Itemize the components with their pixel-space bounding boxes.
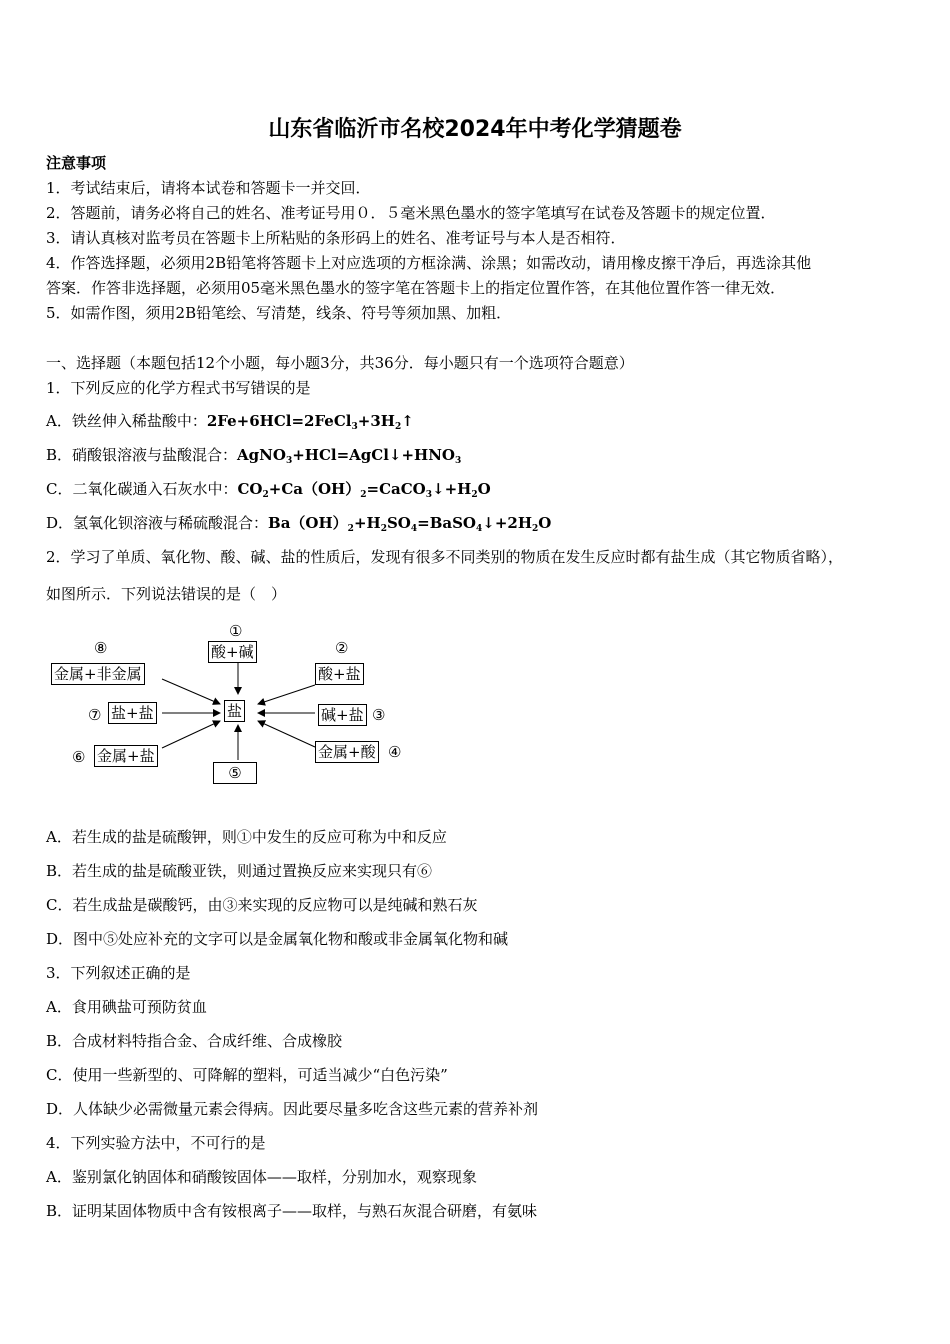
box-1: 酸+碱 bbox=[208, 641, 257, 663]
label-7: ⑦ bbox=[88, 706, 102, 724]
notice-item: 4．作答选择题，必须用2B铅笔将答题卡上对应选项的方框涂满、涂黑；如需改动，请用橡皮擦干净后，再选涂其他 bbox=[46, 254, 812, 272]
salt-reaction-diagram bbox=[40, 615, 420, 800]
box-4: 金属+酸 bbox=[315, 741, 379, 763]
q1-d-equation: $Ba(OH)_2+H_2SO_4=BaSO_4↓+2H_2O$ bbox=[268, 514, 552, 534]
q2-option-a: A．若生成的盐是硫酸钾，则①中发生的反应可称为中和反应 bbox=[46, 828, 447, 846]
q3-option-b: B．合成材料特指合金、合成纤维、合成橡胶 bbox=[46, 1032, 343, 1050]
q2-option-b: B．若生成的盐是硫酸亚铁，则通过置换反应来实现只有⑥ bbox=[46, 862, 433, 880]
q1-c-equation: $CO_2+Ca(OH)_2=CaCO_3↓+H_2O$ bbox=[237, 480, 491, 500]
box-2: 酸+盐 bbox=[315, 663, 364, 685]
q1-stem: 1．下列反应的化学方程式书写错误的是 bbox=[46, 379, 311, 397]
q1-b-equation: $AgNO_3+HCl=AgCl↓+HNO_3$ bbox=[237, 446, 462, 466]
q4-option-b: B．证明某固体物质中含有铵根离子——取样，与熟石灰混合研磨，有氨味 bbox=[46, 1202, 538, 1220]
box-5-blank bbox=[213, 762, 257, 784]
q1-option-a: A．铁丝伸入稀盐酸中：$2Fe+6HCl=2FeCl_3+3H_2↑$ bbox=[46, 412, 414, 432]
q1-a-equation: $2Fe+6HCl=2FeCl_3+3H_2↑$ bbox=[206, 412, 414, 432]
q3-option-c: C．使用一些新型的、可降解的塑料，可适当减少“白色污染” bbox=[46, 1066, 448, 1084]
notice-item: 1．考试结束后，请将本试卷和答题卡一并交回． bbox=[46, 179, 371, 197]
box-6: 金属+盐 bbox=[94, 745, 158, 767]
notice-item: 答案．作答非选择题，必须用05毫米黑色墨水的签字笔在答题卡上的指定位置作答，在其他位置作答一律无效． bbox=[46, 279, 786, 297]
q4-stem: 4．下列实验方法中，不可行的是 bbox=[46, 1134, 266, 1152]
label-8: ⑧ bbox=[94, 639, 108, 657]
q1-option-b: B．硝酸银溶液与盐酸混合：$AgNO_3+HCl=AgCl↓+HNO_3$ bbox=[46, 446, 462, 466]
q2-stem-line1: 2．学习了单质、氧化物、酸、碱、盐的性质后，发现有很多不同类别的物质在发生反应时都有盐生成（其它物质省略）， bbox=[46, 548, 844, 566]
q3-stem: 3．下列叙述正确的是 bbox=[46, 964, 191, 982]
notice-item: 2．答题前，请务必将自己的姓名、准考证号用０．５毫米黑色墨水的签字笔填写在试卷及答题卡的规定位置． bbox=[46, 204, 776, 222]
q1-option-c: C．二氧化碳通入石灰水中：$CO_2+Ca(OH)_2=CaCO_3↓+H_2O$ bbox=[46, 480, 491, 500]
label-4: ④ bbox=[388, 743, 402, 761]
q2-option-c: C．若生成盐是碳酸钙，由③来实现的反应物可以是纯碱和熟石灰 bbox=[46, 896, 478, 914]
q2-option-d: D．图中⑤处应补充的文字可以是金属氧化物和酸或非金属氧化物和碱 bbox=[46, 930, 509, 948]
label-3: ③ bbox=[372, 706, 386, 724]
q4-option-a: A．鉴别氯化钠固体和硝酸铵固体——取样，分别加水，观察现象 bbox=[46, 1168, 477, 1186]
notice-heading: 注意事项 bbox=[46, 154, 107, 172]
section-heading: 一、选择题（本题包括12个小题，每小题3分，共36分．每小题只有一个选项符合题意） bbox=[46, 354, 634, 372]
center-salt-box: 盐 bbox=[224, 700, 245, 722]
q2-stem-line2: 如图所示．下列说法错误的是（ ） bbox=[46, 585, 287, 603]
label-6: ⑥ bbox=[72, 748, 86, 766]
box-8: 金属+非金属 bbox=[51, 663, 145, 685]
q3-option-a: A．食用碘盐可预防贫血 bbox=[46, 998, 207, 1016]
arrow-8 bbox=[162, 679, 220, 704]
arrow-4 bbox=[258, 721, 315, 747]
arrow-2 bbox=[258, 685, 315, 704]
label-2: ② bbox=[335, 639, 349, 657]
notice-item: 5．如需作图，须用2B铅笔绘、写清楚，线条、符号等须加黑、加粗． bbox=[46, 304, 512, 322]
label-5: ⑤ bbox=[228, 764, 242, 782]
box-7: 盐+盐 bbox=[108, 702, 157, 724]
q1-option-d: D．氢氧化钡溶液与稀硫酸混合：$Ba(OH)_2+H_2SO_4=BaSO_4↓+2H_2O$ bbox=[46, 514, 552, 534]
page-title: 山东省临沂市名校2024年中考化学猜题卷 bbox=[268, 117, 682, 142]
notice-item: 3．请认真核对监考员在答题卡上所粘贴的条形码上的姓名、准考证号与本人是否相符． bbox=[46, 229, 626, 247]
q3-option-d: D．人体缺少必需微量元素会得病。因此要尽量多吃含这些元素的营养补剂 bbox=[46, 1100, 539, 1118]
label-1: ① bbox=[229, 622, 243, 640]
arrow-6 bbox=[162, 721, 220, 748]
box-3: 碱+盐 bbox=[318, 704, 367, 726]
